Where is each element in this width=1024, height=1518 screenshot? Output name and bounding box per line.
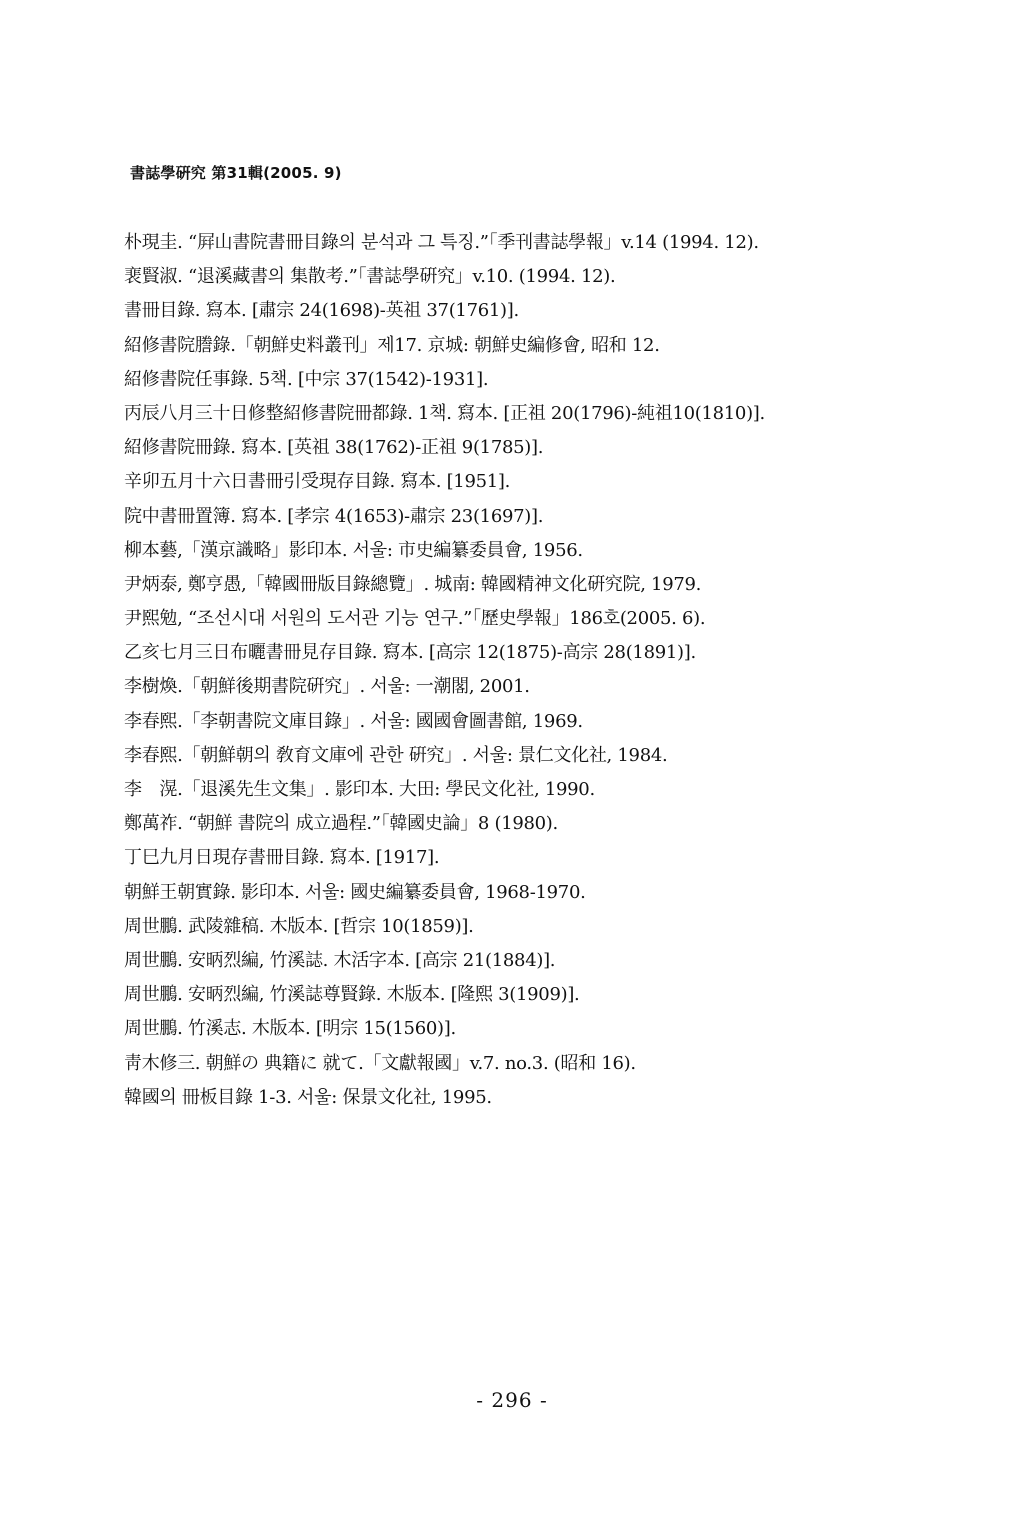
reference-entry: 朴現圭. “屛山書院書冊目錄의 분석과 그 특징.”「季刊書誌學報」v.14 (1994. 12). [124,232,759,253]
reference-entry: 紹修書院冊錄. 寫本. [英祖 38(1762)-正祖 9(1785)]. [124,437,544,459]
reference-entry: 裵賢淑. “退溪藏書의 集散考.”「書誌學硏究」v.10. (1994. 12). [124,266,616,288]
reference-entry: 辛卯五月十六日書冊引受現存目錄. 寫本. [1951]. [124,471,511,493]
reference-entry: 鄭萬祚. “朝鮮 書院의 成立過程.”「韓國史論」8 (1980). [124,813,558,835]
reference-entry: 李春熙.「李朝書院文庫目錄」. 서울: 國國會圖書館, 1969. [124,710,583,732]
reference-entry: 紹修書院任事錄. 5책. [中宗 37(1542)-1931]. [124,368,489,390]
reference-entry: 柳本藝,「漢京識略」影印本. 서울: 市史編纂委員會, 1956. [124,539,583,561]
reference-entry: 周世鵬. 竹溪志. 木版本. [明宗 15(1560)]. [124,1018,456,1040]
reference-entry: 乙亥七月三日布曬書冊見存目錄. 寫本. [高宗 12(1875)-高宗 28(1891)]. [124,642,696,664]
reference-entry: 靑木修三. 朝鮮の 典籍に 就て.「文獻報國」v.7. no.3. (昭和 16). [124,1052,636,1074]
reference-entry: 尹熙勉, “조선시대 서원의 도서관 기능 연구.”「歷史學報」186호(2005. 6). [124,608,706,630]
reference-entry: 周世鵬. 武陵雜稿. 木版本. [哲宗 10(1859)]. [124,915,474,937]
reference-entry: 周世鵬. 安昞烈編, 竹溪誌尊賢錄. 木版本. [隆熙 3(1909)]. [124,984,580,1006]
running-header: 書誌學硏究 第31輯(2005. 9) [130,164,342,182]
reference-entry: 院中書冊置簿. 寫本. [孝宗 4(1653)-肅宗 23(1697)]. [124,505,544,527]
page-number: - 296 - [476,1388,548,1412]
reference-entry: 書冊目錄. 寫本. [肅宗 24(1698)-英祖 37(1761)]. [124,300,519,322]
reference-entry: 紹修書院謄錄.「朝鮮史料叢刊」제17. 京城: 朝鮮史編修會, 昭和 12. [124,334,660,356]
reference-entry: 尹炳泰, 鄭亨愚,「韓國冊版目錄總覽」. 城南: 韓國精神文化硏究院, 1979. [124,573,702,595]
reference-entry: 周世鵬. 安昞烈編, 竹溪誌. 木活字本. [高宗 21(1884)]. [124,949,556,971]
reference-list [124,226,924,1115]
reference-entry: 李樹煥.「朝鮮後期書院硏究」. 서울: 一潮閣, 2001. [124,676,530,698]
reference-entry: 李 滉.「退溪先生文集」. 影印本. 大田: 學民文化社, 1990. [124,779,595,800]
reference-entry: 韓國의 冊板目錄 1-3. 서울: 保景文化社, 1995. [124,1086,492,1108]
reference-entry: 丁巳九月日現存書冊目錄. 寫本. [1917]. [124,847,440,869]
reference-entry: 丙辰八月三十日修整紹修書院冊都錄. 1책. 寫本. [正祖 20(1796)-純祖10(1810)]. [124,402,765,424]
reference-entry: 朝鮮王朝實錄. 影印本. 서울: 國史編纂委員會, 1968-1970. [124,881,586,903]
reference-entry: 李春熙.「朝鮮朝의 敎育文庫에 관한 硏究」. 서울: 景仁文化社, 1984. [124,744,668,766]
